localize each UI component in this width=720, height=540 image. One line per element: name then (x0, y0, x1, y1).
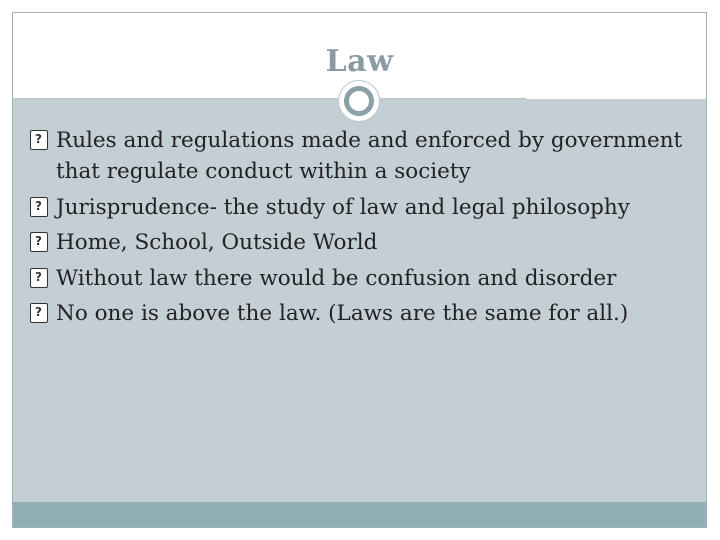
bullet-text: Jurisprudence- the study of law and legal philosophy (56, 194, 630, 220)
bullet-item-rules (30, 125, 700, 187)
missing-glyph-bullet-icon (30, 268, 48, 288)
missing-glyph-bullet-icon (30, 130, 48, 150)
bullet-item-without-law (30, 263, 700, 294)
missing-glyph-bullet-icon (30, 303, 48, 323)
circle-ornament-icon (338, 80, 380, 122)
slide-title: Law (325, 44, 394, 79)
bullet-text: No one is above the law. (Laws are the same for all.) (56, 301, 629, 326)
circle-ornament-inner-ring (344, 86, 374, 116)
bullet-item-no-one-above (30, 298, 700, 329)
missing-glyph-bullet-icon (30, 232, 48, 252)
bullet-list (30, 125, 700, 334)
bullet-item-jurisprudence (30, 192, 700, 223)
bullet-text: Rules and regulations made and enforced by government that regulate conduct within a society (56, 128, 683, 184)
missing-glyph-bullet-icon (30, 197, 48, 217)
footer-band (13, 502, 706, 527)
bullet-text: Home, School, Outside World (56, 230, 378, 255)
bullet-item-settings (30, 227, 700, 258)
bullet-text: Without law there would be confusion and disorder (56, 265, 617, 291)
